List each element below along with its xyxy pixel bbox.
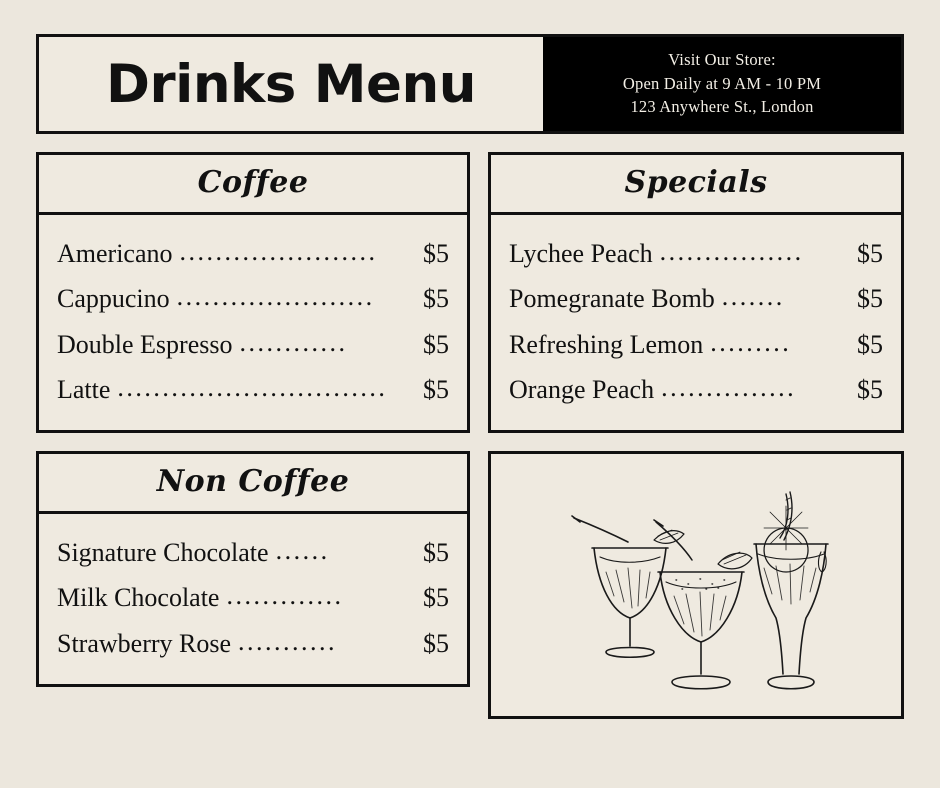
- menu-columns: [36, 152, 904, 719]
- page-title-box: [39, 37, 543, 131]
- section-coffee: [36, 152, 470, 433]
- menu-item-name: Milk Chocolate: [57, 583, 220, 613]
- menu-item-name: Signature Chocolate: [57, 538, 269, 568]
- cocktail-glasses-illustration: [536, 460, 856, 710]
- section-non-coffee-header: [39, 454, 467, 514]
- store-info-box: [543, 37, 901, 131]
- menu-item-name: Lychee Peach: [509, 239, 653, 268]
- menu-item-price: $5: [423, 628, 449, 658]
- page-title: Drinks Menu: [106, 53, 476, 115]
- menu-item: [57, 322, 449, 367]
- menu-item: [57, 276, 449, 321]
- menu-item-price: $5: [857, 239, 883, 268]
- menu-item-name: Strawberry Rose: [57, 628, 232, 658]
- illustration-panel: [488, 451, 904, 719]
- section-non-coffee-title: Non Coffee: [156, 464, 350, 500]
- left-column: [36, 152, 470, 719]
- section-non-coffee: [36, 451, 470, 687]
- menu-item-name: Americano: [57, 239, 173, 268]
- menu-item-name: Cappucino: [57, 284, 170, 314]
- menu-item: [509, 276, 883, 321]
- section-specials: [488, 152, 904, 433]
- menu-header: [36, 34, 904, 134]
- section-coffee-title: Coffee: [197, 165, 309, 200]
- menu-item-dots: ................: [659, 237, 804, 266]
- menu-item-dots: .............: [226, 581, 344, 611]
- store-info-line-3: 123 Anywhere St., London: [630, 97, 814, 117]
- menu-item: [57, 231, 449, 276]
- menu-item: [57, 621, 449, 666]
- menu-item: [57, 367, 449, 412]
- menu-item: [509, 322, 883, 367]
- menu-item-price: $5: [857, 374, 883, 404]
- menu-item-dots: ...........: [238, 626, 338, 656]
- section-non-coffee-items: [39, 514, 467, 684]
- menu-item-dots: ......: [275, 536, 330, 566]
- menu-item-price: $5: [857, 284, 883, 314]
- menu-item: [509, 367, 883, 412]
- menu-item-price: $5: [423, 374, 449, 404]
- menu-item-dots: .......: [721, 282, 785, 312]
- menu-item-name: Latte: [57, 374, 111, 404]
- menu-item-price: $5: [423, 284, 449, 314]
- menu-item-dots: ............: [239, 327, 348, 357]
- menu-item-dots: ...............: [661, 372, 797, 402]
- section-coffee-header: [39, 155, 467, 215]
- menu-item: [509, 231, 883, 276]
- section-coffee-items: [39, 215, 467, 430]
- menu-item-dots: ..............................: [117, 372, 388, 402]
- store-info-line-1: Visit Our Store:: [668, 49, 776, 69]
- menu-item-price: $5: [857, 329, 883, 359]
- menu-item-price: $5: [423, 329, 449, 359]
- section-specials-items: [491, 215, 901, 430]
- store-info-line-2: Open Daily at 9 AM - 10 PM: [622, 73, 822, 93]
- menu-item-name: Double Espresso: [57, 329, 233, 359]
- menu-item-dots: .........: [710, 327, 792, 357]
- menu-item-price: $5: [423, 538, 449, 568]
- menu-item: [57, 530, 449, 575]
- menu-item: [57, 575, 449, 620]
- menu-item-dots: ......................: [176, 282, 375, 312]
- menu-item-name: Refreshing Lemon: [509, 329, 704, 359]
- menu-item-name: Orange Peach: [509, 374, 655, 404]
- menu-item-price: $5: [423, 583, 449, 613]
- menu-item-dots: ......................: [179, 237, 378, 266]
- right-column: [488, 152, 904, 719]
- section-specials-header: [491, 155, 901, 215]
- section-specials-title: Specials: [624, 165, 768, 200]
- menu-item-name: Pomegranate Bomb: [509, 284, 715, 314]
- menu-item-price: $5: [423, 239, 449, 268]
